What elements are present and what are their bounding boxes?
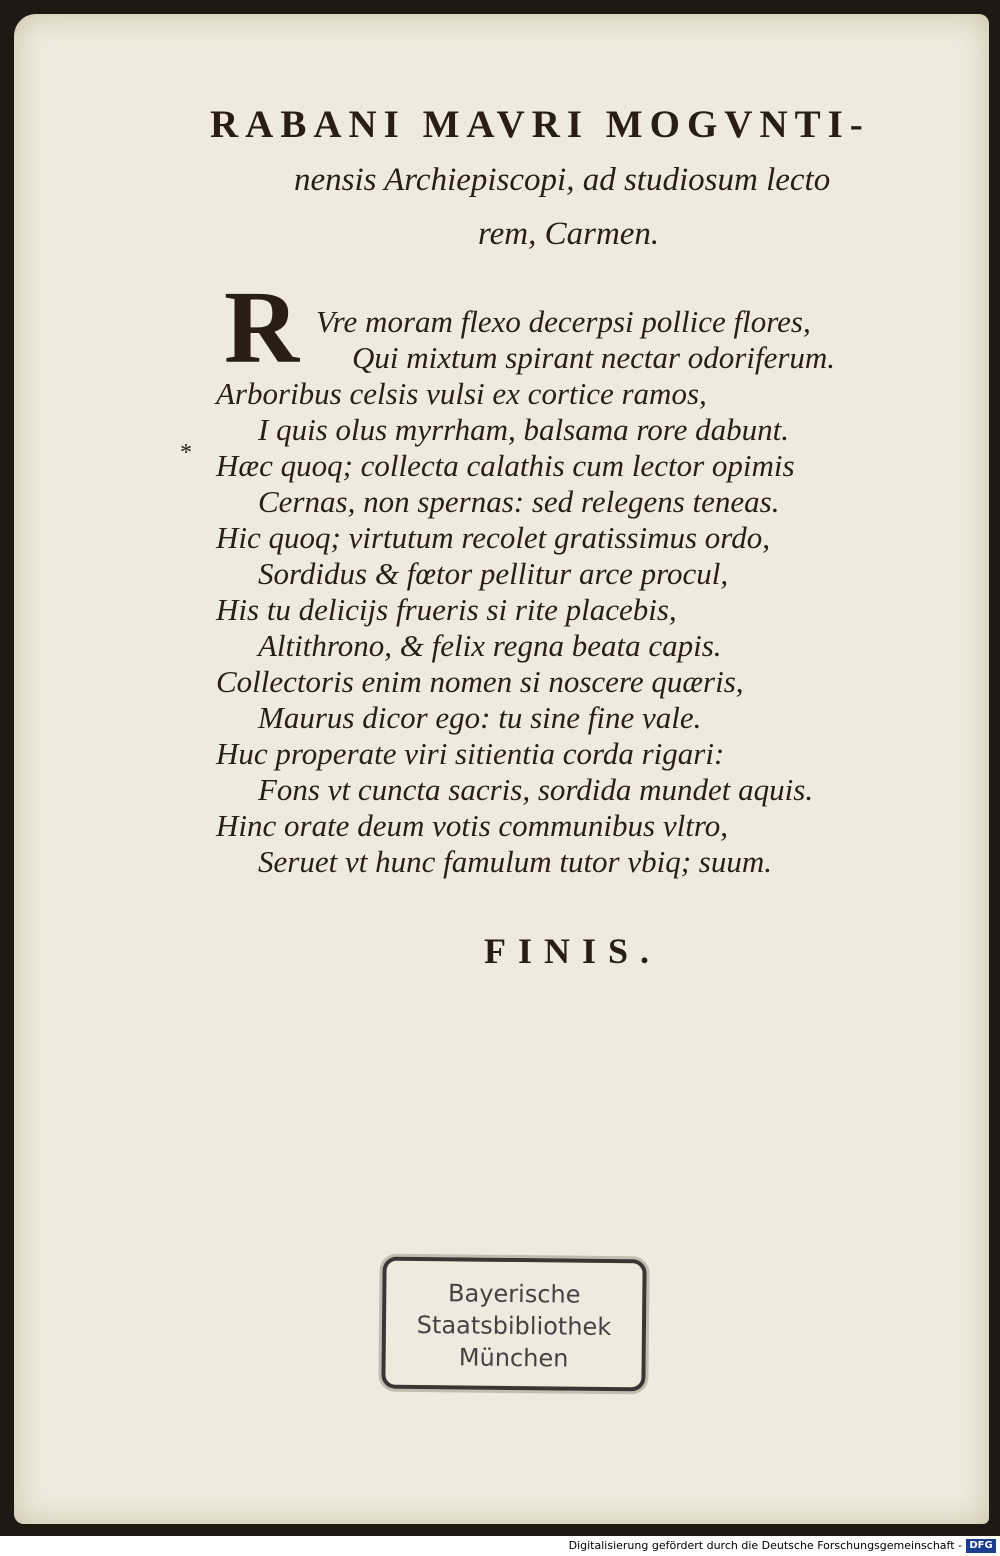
drop-cap: R — [224, 270, 300, 385]
verse-line: Altithrono, & felix regna beata capis. — [258, 628, 722, 663]
verse-line: Vre moram flexo decerpsi pollice flores, — [316, 304, 811, 339]
stamp-line-1: Bayerische — [447, 1279, 581, 1309]
stamp-line-3: München — [458, 1343, 569, 1373]
finis-heading: FINIS. — [484, 931, 662, 971]
title-line-1: RABANI MAVRI MOGVNTI- — [210, 103, 870, 146]
verse-line: Cernas, non spernas: sed relegens teneas. — [258, 484, 780, 519]
verse-line: Seruet vt hunc famulum tutor vbiq; suum. — [258, 844, 773, 879]
verse-line: Hic quoq; virtutum recolet gratissimus ordo, — [216, 520, 770, 555]
verse-line: His tu delicijs frueris si rite placebis, — [216, 592, 677, 627]
stamp-line-2: Staatsbibliothek — [416, 1310, 612, 1342]
margin-mark: * — [180, 440, 192, 466]
funding-credit: Digitalisierung gefördert durch die Deutsche Forschungsgemeinschaft - — [568, 1539, 962, 1552]
verse-line: Huc properate viri sitientia corda rigari: — [216, 736, 725, 771]
verse-line: Maurus dicor ego: tu sine fine vale. — [258, 700, 702, 735]
dfg-logo: DFG — [966, 1539, 996, 1553]
verse-line: Qui mixtum spirant nectar odoriferum. — [352, 340, 836, 375]
verse-line: Arboribus celsis vulsi ex cortice ramos, — [216, 376, 707, 411]
library-stamp — [381, 1257, 646, 1392]
book-page — [14, 14, 989, 1524]
verse-line: I quis olus myrrham, balsama rore dabunt. — [258, 412, 790, 447]
title-line-3: rem, Carmen. — [478, 216, 660, 252]
verse-line: Fons vt cuncta sacris, sordida mundet aquis. — [258, 772, 814, 807]
verse-line: Collectoris enim nomen si noscere quæris, — [216, 664, 744, 699]
verse-line: Hinc orate deum votis communibus vltro, — [216, 808, 728, 843]
verse-line: Hæc quoq; collecta calathis cum lector opimis — [216, 448, 795, 483]
title-line-2: nensis Archiepiscopi, ad studiosum lecto — [294, 162, 831, 198]
verse-line: Sordidus & fœtor pellitur arce procul, — [258, 556, 729, 591]
